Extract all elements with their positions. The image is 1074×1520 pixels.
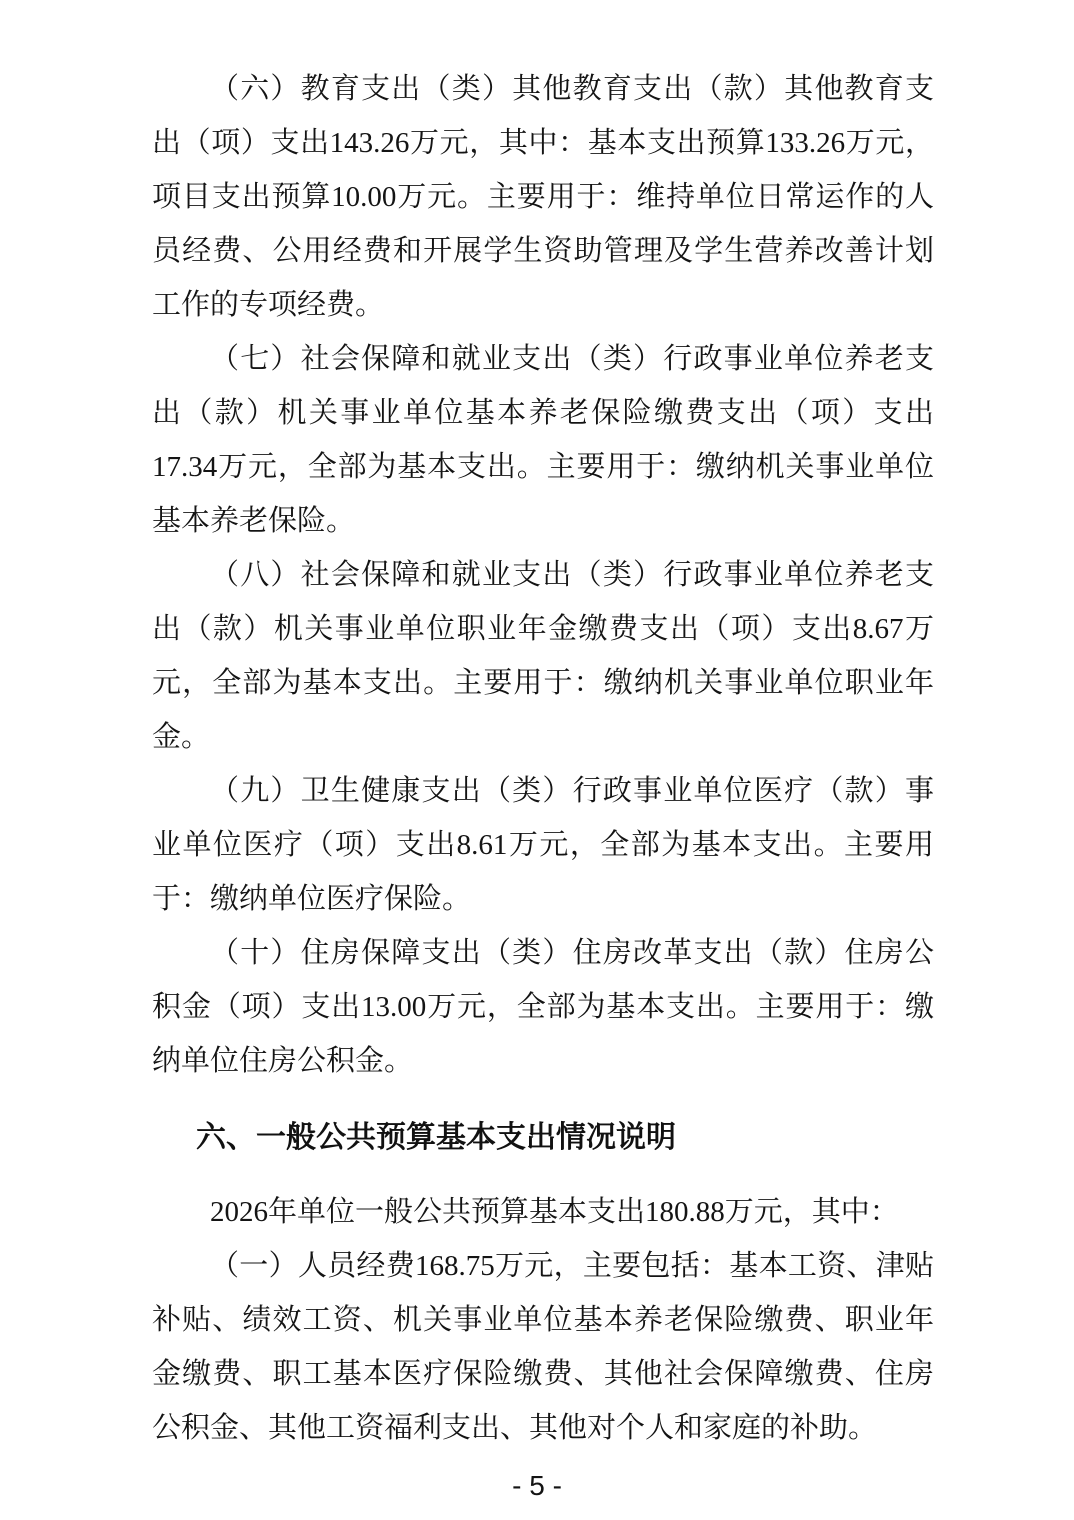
paragraph-basic-expenditure-intro: 2026年单位一般公共预算基本支出180.88万元，其中： — [210, 1196, 899, 1228]
paragraph-occupational-annuity-expenditure: （八）社会保障和就业支出（类）行政事业单位养老支出（款）机关事业单位职业年金缴费支出（项）支出8.67万元，全部为基本支出。主要用于：缴纳机关事业单位职业年金。 — [152, 559, 934, 753]
paragraph-pension-insurance-expenditure: （七）社会保障和就业支出（类）行政事业单位养老支出（款）机关事业单位基本养老保险缴费支出（项）支出17.34万元，全部为基本支出。主要用于：缴纳机关事业单位基本养老保险。 — [152, 343, 934, 537]
paragraph-housing-expenditure: （十）住房保障支出（类）住房改革支出（款）住房公积金（项）支出13.00万元，全部为基本支出。主要用于：缴纳单位住房公积金。 — [152, 937, 934, 1077]
paragraph-personnel-expense: （一）人员经费168.75万元，主要包括：基本工资、津贴补贴、绩效工资、机关事业单位基本养老保险缴费、职业年金缴费、职工基本医疗保险缴费、其他社会保障缴费、住房公积金、其他工资福利支出、其他对个人和家庭的补助。 — [152, 1250, 934, 1444]
document-content — [152, 62, 934, 1455]
page-number: - 5 - — [512, 1470, 562, 1501]
paragraph-education-expenditure: （六）教育支出（类）其他教育支出（款）其他教育支出（项）支出143.26万元，其中：基本支出预算133.26万元，项目支出预算10.00万元。主要用于：维持单位日常运作的人员经费、公用经费和开展学生资助管理及学生营养改善计划工作的专项经费。 — [152, 73, 934, 321]
section-heading-basic-expenditure: 六、一般公共预算基本支出情况说明 — [196, 1121, 676, 1154]
paragraph-health-expenditure: （九）卫生健康支出（类）行政事业单位医疗（款）事业单位医疗（项）支出8.61万元，全部为基本支出。主要用于：缴纳单位医疗保险。 — [152, 775, 934, 915]
